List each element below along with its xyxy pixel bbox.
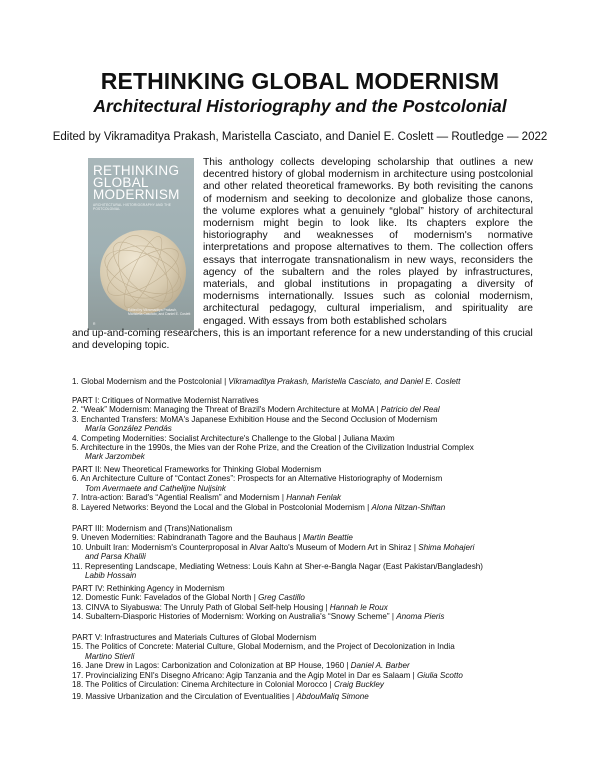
toc-chapter-15: 15. The Politics of Concrete: Material Culture, Global Modernism, and the Project of Decolonization in India — [72, 642, 455, 652]
toc-chapter-13: 13. CINVA to Siyabuswa: The Unruly Path of Global Self-help Housing | Hannah le Roux — [72, 602, 388, 612]
toc-part-3 — [72, 524, 483, 580]
toc-chapter-19: 19. Massive Urbanization and the Circulation of Eventualities | AbdouMaliq Simone — [72, 692, 369, 701]
book-description: This anthology collects developing scholarship that outlines a new decentred history of global modernism in architecture using postcolonial and other related theoretical frameworks. By both revisiting the canons of modernism and seeking to decolonize and globalize those canons, the volume explores what a genuinely “global” history of architectural modernism might begin to look like. Its chapters explore the historiography and weaknesses of modernism's normative interpretations and propose alternatives to them. The collection offers essays that interrogate transnationalism in new ways, reconsiders the agency of the subaltern and the roles played by infrastructures, materials, and global institutions in propagating a diversity of modernisms internationally. Issues such as colonial modernism, architectural pedagogy, cultural imperialism, and spirituality are engaged. With essays from both established scholars — [203, 157, 533, 327]
cover-title: RETHINKING GLOBAL MODERNISM — [93, 163, 180, 202]
toc-chapter-7: 7. Intra-action: Barad's “Agential Realism” and Modernism | Hannah Fenlak — [72, 493, 342, 503]
toc-chapter-9: 9. Uneven Modernities: Rabindranath Tagore and the Bauhaus | Martin Beattie — [72, 533, 353, 543]
toc-part-5 — [72, 633, 463, 689]
toc-chapter-1: 1. Global Modernism and the Postcolonial | Vikramaditya Prakash, Maristella Casciato, and Daniel E. Coslett — [72, 377, 461, 386]
toc-chapter-6-author: Tom Avermaete and Cathelijne Nuijsink — [85, 483, 226, 493]
part-heading: PART I: Critiques of Normative Modernist Narratives — [72, 396, 259, 405]
book-description-continued: and up-and-coming researchers, this is an important reference for a new understanding of this crucial and developing topic. — [72, 328, 533, 352]
toc-part-2 — [72, 465, 445, 512]
string-texture — [100, 230, 186, 314]
toc-chapter-4: 4. Competing Modernities: Socialist Architecture's Challenge to the Global | Juliana Maxim — [72, 433, 395, 443]
toc-chapter-11-author: Labib Hossain — [85, 571, 137, 581]
toc-chapter-3-author: María González Pendás — [85, 424, 172, 434]
book-title: RETHINKING GLOBAL MODERNISM — [100, 68, 500, 94]
toc-chapter-5-author: Mark Jarzombek — [85, 452, 145, 462]
book-cover-image — [88, 158, 194, 330]
toc-chapter-17: 17. Provincializing ENI's Disegno Africano: Agip Tanzania and the Agip Motel in Dar es Salaam | Giulia Scotto — [72, 670, 463, 680]
part-heading: PART II: New Theoretical Frameworks for Thinking Global Modernism — [72, 465, 322, 474]
toc-chapter-5: 5. Architecture in the 1990s, the Mies van der Rohe Prize, and the Creation of the Civilization Industrial Complex — [72, 443, 474, 453]
part-heading: PART IV: Rethinking Agency in Modernism — [72, 584, 225, 593]
cover-publisher-logo: R — [93, 322, 96, 326]
toc-chapter-11: 11. Representing Landscape, Mediating Wetness: Louis Kahn at Sher-e-Bangla Nagar (East Pakistan/Bangladesh) — [72, 561, 483, 571]
toc-part-1 — [72, 396, 474, 462]
toc-chapter-3: 3. Enchanted Transfers: MoMA's Japanese Exhibition House and the Second Occlusion of Modernism — [72, 414, 438, 424]
cover-editors: Edited by Vikramaditya Prakash, Maristella Casciato, and Daniel E. Coslett — [128, 308, 191, 317]
toc-chapter-10-author-cont: and Parsa Khalili — [85, 552, 146, 562]
toc-chapter-10: 10. Unbuilt Iran: Modernism's Counterproposal in Alvar Aalto's Museum of Modern Art in Shiraz | Shima Mohajeri — [72, 542, 475, 552]
book-credits: Edited by Vikramaditya Prakash, Maristella Casciato, and Daniel E. Coslett — Routledge — 2022 — [52, 131, 548, 143]
book-subtitle: Architectural Historiography and the Postcolonial — [93, 96, 507, 116]
part-heading: PART III: Modernism and (Trans)Nationalism — [72, 524, 233, 533]
toc-chapter-18: 18. The Politics of Circulation: Cinema Architecture in Colonial Morocco | Craig Buckley — [72, 680, 384, 690]
toc-chapter-16: 16. Jane Drew in Lagos: Carbonization and Colonization at BP House, 1960 | Daniel A. Barber — [72, 661, 410, 671]
toc-chapter-14: 14. Subaltern-Diasporic Histories of Modernism: Working on Australia's “Snowy Scheme” | Anoma Pieris — [72, 612, 445, 622]
cover-string-ball — [100, 230, 186, 314]
cover-subtitle: ARCHITECTURAL HISTORIOGRAPHY AND THE POSTCOLONIAL — [93, 203, 172, 211]
toc-chapter-2: 2. “Weak” Modernism: Managing the Threat of Brazil's Modern Architecture at MoMA | Patricio del Real — [72, 405, 440, 415]
toc-chapter-12: 12. Domestic Funk: Favelados of the Global North | Greg Castillo — [72, 593, 305, 603]
toc-chapter-6: 6. An Architecture Culture of “Contact Zones”: Prospects for an Alternative Historiography of Modernism — [72, 474, 443, 484]
toc-chapter-8: 8. Layered Networks: Beyond the Local and the Global in Postcolonial Modernism | Alona Nitzan-Shiftan — [72, 502, 446, 512]
part-heading: PART V: Infrastructures and Materials Cultures of Global Modernism — [72, 633, 317, 642]
toc-part-4 — [72, 584, 444, 622]
toc-chapter-15-author: Martino Stierli — [85, 651, 135, 661]
